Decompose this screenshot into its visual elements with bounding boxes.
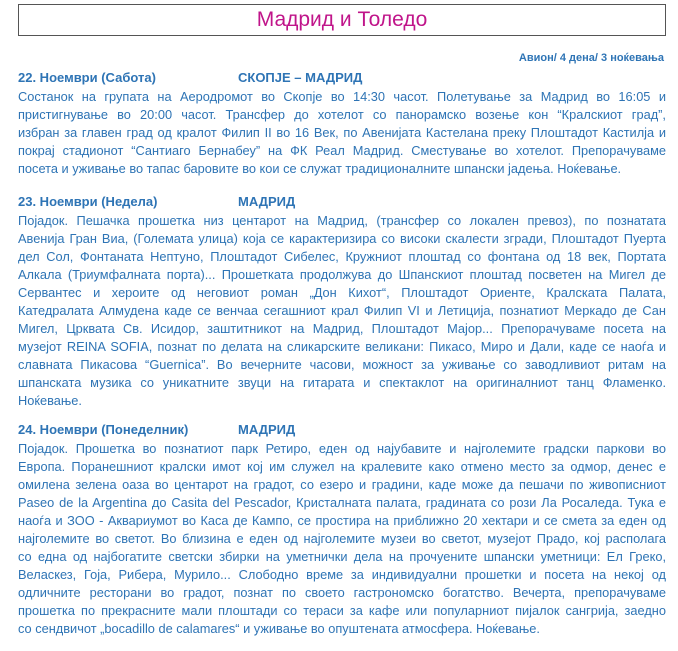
day-city: МАДРИД bbox=[238, 194, 296, 209]
text-line: Катедралата Алмудена каде се венчаа сегашниот крал Филип VI и Летиција, познатиот Меркадо де Сан bbox=[18, 303, 666, 318]
day-heading-3 bbox=[18, 422, 296, 437]
text-line: одличните ресторани во градот, познат по своето гастрономско богатство. Вечерта, препорачуваме bbox=[18, 585, 666, 600]
day-heading-2 bbox=[18, 194, 296, 209]
day-heading-1 bbox=[18, 70, 363, 85]
text-line: наоѓа и ЗОО - Аквариумот во Каса де Кампо, се простира на приближно 20 хектари и се смета за еден од bbox=[18, 513, 666, 528]
text-line: со сендвичот „bocadillo de calamares“ и уживање во опуштената атмосфера. Ноќевање. bbox=[18, 621, 540, 636]
text-line: Алкала (Триумфалната порта)... Прошетката продолжува до Шпанскиот плоштад посветен на Мигел де bbox=[18, 267, 666, 282]
day-description-1 bbox=[18, 88, 666, 178]
day-city: МАДРИД bbox=[238, 422, 296, 437]
day-city: СКОПЈЕ – МАДРИД bbox=[238, 70, 363, 85]
text-line: посета и уживање во тапас баровите во кои се служат традиционалните шпански јадења. Ноќевање. bbox=[18, 161, 622, 176]
text-line: Состанок на групата на Аеродромот во Скопје во 14:30 часот. Полетување за Мадрид во 16:05 и bbox=[18, 89, 666, 104]
text-line: Европа. Поранешниот кралски имот кој им служел на кралевите како отмено место за одмор, денес е bbox=[18, 459, 666, 474]
page-title: Мадрид и Толедо bbox=[256, 8, 428, 31]
text-line: Paseo de la Argentina до Casita del Pescador, Кристалната палата, градината со рози Ла Росаледа. Тука е bbox=[18, 495, 666, 510]
text-line: омилена зелена оаза во центарот на градот, со езеро и градини, каде може да пешачи по живописниот bbox=[18, 477, 666, 492]
day-description-3 bbox=[18, 440, 666, 638]
day-description-2 bbox=[18, 212, 666, 410]
text-line: со една од најбогатите светски збирки на уметнички дела на прочуените шпански уметници: Ел Греко, bbox=[18, 549, 666, 564]
trip-info: Авион/ 4 дена/ 3 ноќевања bbox=[518, 52, 664, 64]
text-line: Ноќевање. bbox=[18, 393, 82, 408]
text-line: музејот REINA SOFIA, познат по делата на сликарските великани: Пикасо, Миро и Дали, каде се наоѓа и bbox=[18, 339, 666, 354]
day-date: 22. Ноември (Сабота) bbox=[18, 70, 156, 85]
text-line: најголемите во светот. Во близина е еден од најголемите музеи во светот, музејот Прадо, кој располага bbox=[18, 531, 666, 546]
text-line: Појадок. Прошетка во познатиот парк Ретиро, еден од најубавите и најголемите градски паркови во bbox=[18, 441, 666, 456]
text-line: прошетка по прекрасните мали плоштади со тераси за кафе или популарниот пијалок сангрија, заедно bbox=[18, 603, 666, 618]
text-line: Мигел, Црквата Св. Исидор, заштитникот на Мадрид, Плоштадот Мајор... Препорачуваме посета на bbox=[18, 321, 666, 336]
text-line: Веласкез, Гоја, Рибера, Мурило... Слободно време за индивидуални прошетки и посета на некој од bbox=[18, 567, 666, 582]
title-box bbox=[18, 4, 666, 36]
text-line: избран за главен град од кралот Филип II во 16 Век, по Авенијата Кастелана преку Плоштадот Кастилја и bbox=[18, 125, 666, 140]
day-date: 24. Ноември (Понеделник) bbox=[18, 422, 189, 437]
day-date: 23. Ноември (Недела) bbox=[18, 194, 158, 209]
text-line: Појадок. Пешачка прошетка низ центарот на Мадрид, (трансфер со локален превоз), по познатата bbox=[18, 213, 666, 228]
text-line: пристигнување во 20:00 часот. Трансфер до хотелот со панорамско возење кон “Кралскиот град”, bbox=[18, 107, 666, 122]
text-line: дел Сол, Фонтаната Нептуно, Плоштадот Сибелес, Кружниот плоштад со фонтана од 18 век, Портата bbox=[18, 249, 666, 264]
text-line: Сервантес и хероите од неговиот роман „Дон Кихот“, Плоштадот Ориенте, Кралската Палата, bbox=[18, 285, 666, 300]
text-line: Авенија Гран Виа, (Големата улица) која се карактеризира со високи скалести згради, Плоштадот Пуерта bbox=[18, 231, 666, 246]
text-line: покрај стадионот “Сантиаго Бернабеу” на ФК Реал Мадрид. Сместување во хотелот. Препорачуваме bbox=[18, 143, 666, 158]
text-line: славната Пикасова “Guernica”. Во вечерните часови, можност за уживање со заводливиот ритам на bbox=[18, 357, 666, 372]
text-line: шпанската музика со уникатните звуци на гитарата и спектаклот на оригиналниот танц Фламенко. bbox=[18, 375, 666, 390]
